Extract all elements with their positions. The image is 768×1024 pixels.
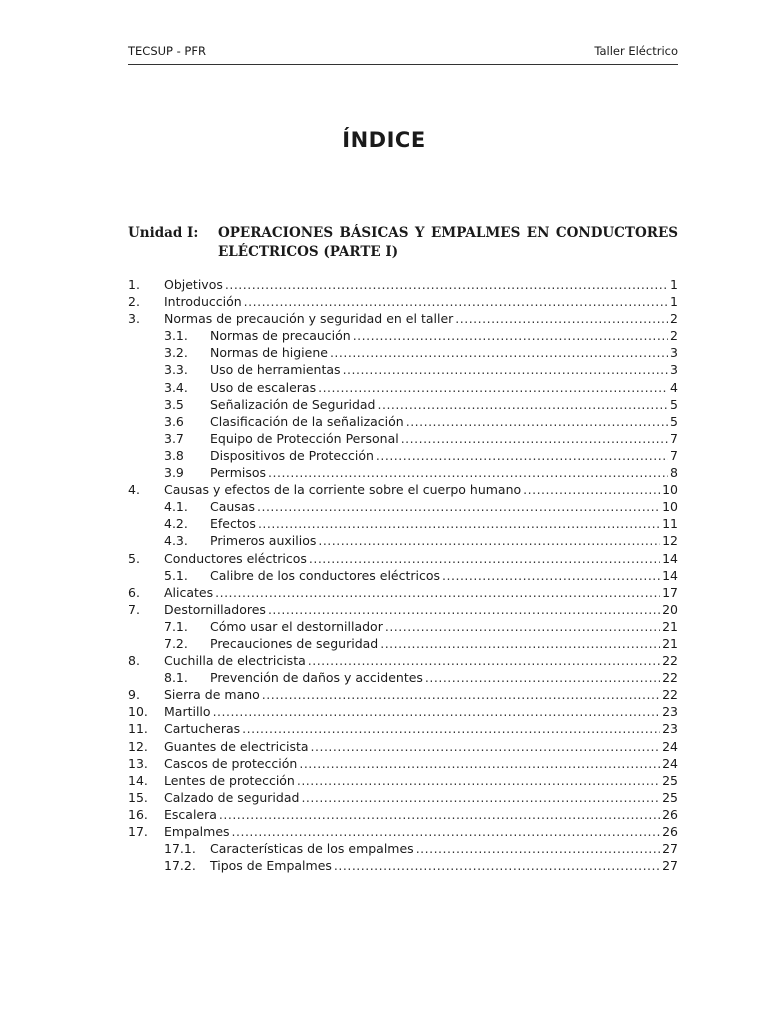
toc-entry-title: Alicates (164, 584, 214, 600)
toc-entry-number: 3.7 (164, 430, 184, 446)
toc-dot-leader (523, 481, 660, 498)
toc-entry-page: 21 (662, 618, 678, 634)
toc-entry[interactable] (128, 618, 678, 635)
toc-dot-leader (219, 806, 660, 823)
toc-entry[interactable] (128, 567, 678, 584)
toc-entry[interactable] (128, 857, 678, 874)
header-right-text: Taller Eléctrico (594, 44, 678, 58)
toc-dot-leader (215, 584, 660, 601)
toc-entry-page: 14 (662, 550, 678, 566)
toc-entry-page: 2 (670, 328, 678, 344)
toc-entry-number: 4.2. (164, 516, 188, 532)
toc-dot-leader (401, 430, 668, 447)
toc-dot-leader (242, 720, 660, 737)
toc-entry[interactable] (128, 361, 678, 378)
unit-title-line-1: OPERACIONES BÁSICAS Y EMPALMES EN CONDUCTORES (218, 225, 678, 241)
toc-entry-number: 17.1. (164, 841, 196, 857)
toc-dot-leader (385, 618, 660, 635)
toc-entry[interactable] (128, 686, 678, 703)
toc-entry-number: 2. (128, 294, 140, 310)
toc-dot-leader (343, 361, 668, 378)
toc-entry[interactable] (128, 481, 678, 498)
toc-entry-page: 11 (662, 516, 678, 532)
toc-dot-leader (311, 738, 661, 755)
toc-entry-title: Cartucheras (164, 721, 241, 737)
toc-entry-page: 25 (662, 772, 678, 788)
toc-entry-page: 8 (670, 465, 678, 481)
header-left-text: TECSUP - PFR (128, 44, 206, 58)
toc-dot-leader (425, 669, 660, 686)
toc-entry-title: Tipos de Empalmes (210, 858, 332, 874)
toc-dot-leader (299, 755, 660, 772)
toc-entry-number: 3.2. (164, 345, 188, 361)
toc-entry[interactable] (128, 430, 678, 447)
toc-entry-title: Primeros auxilios (210, 533, 317, 549)
page-header (128, 44, 678, 65)
toc-entry-number: 15. (128, 789, 148, 805)
toc-entry-title: Martillo (164, 704, 211, 720)
toc-dot-leader (416, 840, 660, 857)
toc-entry-number: 9. (128, 687, 140, 703)
toc-dot-leader (268, 464, 668, 481)
toc-entry-page: 7 (670, 430, 678, 446)
toc-entry-page: 1 (670, 294, 678, 310)
toc-entry[interactable] (128, 584, 678, 601)
toc-entry-page: 25 (662, 789, 678, 805)
toc-entry[interactable] (128, 515, 678, 532)
unit-label: Unidad I: (128, 225, 199, 241)
unit-title (218, 224, 678, 262)
toc-entry-number: 4.3. (164, 533, 188, 549)
toc-dot-leader (268, 601, 660, 618)
toc-entry-number: 11. (128, 721, 148, 737)
toc-entry-title: Cuchilla de electricista (164, 653, 306, 669)
toc-entry-title: Causas y efectos de la corriente sobre el cuerpo humano (164, 482, 522, 498)
toc-entry-title: Calibre de los conductores eléctricos (210, 567, 441, 583)
toc-dot-leader (262, 686, 660, 703)
toc-dot-leader (301, 789, 660, 806)
toc-entry-page: 27 (662, 858, 678, 874)
toc-entry-number: 3.9 (164, 465, 184, 481)
toc-entry-title: Efectos (210, 516, 256, 532)
toc-entry[interactable] (128, 396, 678, 413)
toc-entry-page: 26 (662, 824, 678, 839)
toc-entry-title: Empalmes (164, 824, 230, 839)
toc-entry-number: 6. (128, 584, 140, 600)
toc-entry[interactable] (128, 327, 678, 344)
toc-entry-page: 23 (662, 704, 678, 720)
toc-entry-title: Guantes de electricista (164, 738, 309, 754)
toc-entry[interactable] (128, 772, 678, 789)
toc-dot-leader (318, 532, 660, 549)
toc-entry[interactable] (128, 652, 678, 669)
page-title: ÍNDICE (342, 128, 426, 152)
toc-entry[interactable] (128, 413, 678, 430)
toc-entry[interactable] (128, 823, 678, 840)
toc-dot-leader (232, 823, 661, 840)
toc-entry-number: 13. (128, 755, 148, 771)
toc-entry-title: Lentes de protección (164, 772, 295, 788)
toc-entry-number: 7.2. (164, 635, 188, 651)
toc-dot-leader (376, 447, 668, 464)
toc-entry-title: Sierra de mano (164, 687, 260, 703)
unit-heading (128, 224, 678, 262)
toc-entry-title: Señalización de Seguridad (210, 396, 376, 412)
toc-entry[interactable] (128, 293, 678, 310)
toc-dot-leader (442, 567, 660, 584)
toc-entry-page: 21 (662, 635, 678, 651)
toc-entry-number: 3.5 (164, 396, 184, 412)
toc-dot-leader (353, 327, 668, 344)
toc-entry-page: 3 (670, 362, 678, 378)
toc-dot-leader (213, 703, 661, 720)
toc-dot-leader (258, 515, 660, 532)
toc-entry-page: 22 (662, 670, 678, 686)
toc-entry[interactable] (128, 464, 678, 481)
toc-entry-page: 26 (662, 806, 678, 822)
toc-entry-number: 8.1. (164, 670, 188, 686)
toc-entry-page: 5 (670, 396, 678, 412)
toc-entry[interactable] (128, 344, 678, 361)
toc-dot-leader (378, 396, 669, 413)
toc-entry-title: Cascos de protección (164, 755, 298, 771)
toc-entry-page: 1 (670, 277, 678, 292)
toc-dot-leader (257, 498, 660, 515)
toc-dot-leader (334, 857, 660, 874)
toc-entry-number: 7. (128, 601, 140, 617)
toc-entry-page: 23 (662, 721, 678, 737)
toc-entry-title: Objetivos (164, 277, 223, 292)
toc-entry[interactable] (128, 276, 678, 293)
toc-entry-number: 4. (128, 482, 140, 498)
toc-entry[interactable] (128, 720, 678, 737)
toc-entry-title: Equipo de Protección Personal (210, 430, 399, 446)
toc-entry[interactable] (128, 447, 678, 464)
toc-dot-leader (455, 310, 668, 327)
toc-entry[interactable] (128, 635, 678, 652)
toc-entry-title: Clasificación de la señalización (210, 413, 404, 429)
toc-entry[interactable] (128, 703, 678, 720)
toc-entry-page: 20 (662, 601, 678, 617)
unit-title-line-2: ELÉCTRICOS (PARTE I) (218, 244, 399, 260)
toc-entry-page: 14 (662, 567, 678, 583)
toc-entry-title: Normas de precaución y seguridad en el taller (164, 311, 454, 327)
toc-entry-page: 4 (670, 379, 678, 395)
toc-entry-page: 2 (670, 311, 678, 327)
toc-entry[interactable] (128, 550, 678, 567)
toc-entry-page: 10 (662, 482, 678, 498)
toc-entry-number: 12. (128, 738, 148, 754)
toc-entry-title: Normas de higiene (210, 345, 328, 361)
toc-entry[interactable] (128, 806, 678, 823)
toc-entry-number: 16. (128, 806, 148, 822)
toc-entry[interactable] (128, 789, 678, 806)
toc-entry[interactable] (128, 755, 678, 772)
toc-dot-leader (406, 413, 668, 430)
toc-dot-leader (380, 635, 660, 652)
toc-entry-title: Introducción (164, 294, 242, 310)
toc-entry-page: 7 (670, 447, 678, 463)
toc-entry-title: Características de los empalmes (210, 841, 414, 857)
toc-entry-page: 12 (662, 533, 678, 549)
toc-entry-title: Prevención de daños y accidentes (210, 670, 423, 686)
toc-entry-title: Uso de herramientas (210, 362, 341, 378)
toc-dot-leader (330, 344, 668, 361)
toc-entry-title: Normas de precaución (210, 328, 351, 344)
toc-entry-title: Cómo usar el destornillador (210, 618, 383, 634)
toc-entry-title: Permisos (210, 465, 267, 481)
toc-entry[interactable] (128, 310, 678, 327)
toc-entry[interactable] (128, 738, 678, 755)
toc-entry-title: Dispositivos de Protección (210, 447, 374, 463)
toc-entry-number: 4.1. (164, 499, 188, 515)
toc-entry-page: 17 (662, 584, 678, 600)
toc-entry-title: Causas (210, 499, 255, 515)
toc-entry[interactable] (128, 601, 678, 618)
toc-entry-title: Precauciones de seguridad (210, 635, 379, 651)
toc-entry-number: 7.1. (164, 618, 188, 634)
toc-entry-number: 8. (128, 653, 140, 669)
toc-entry-number: 17.2. (164, 858, 196, 874)
toc-dot-leader (309, 550, 660, 567)
toc-entry-number: 5.1. (164, 567, 188, 583)
toc-entry-number: 1. (128, 277, 140, 292)
toc-dot-leader (318, 379, 668, 396)
toc-dot-leader (297, 772, 660, 789)
toc-entry-title: Escalera (164, 806, 217, 822)
toc-dot-leader (308, 652, 660, 669)
toc-entry-title: Conductores eléctricos (164, 550, 307, 566)
toc-entry-title: Calzado de seguridad (164, 789, 300, 805)
toc-entry-number: 14. (128, 772, 148, 788)
toc-entry[interactable] (128, 840, 678, 857)
toc-entry-number: 17. (128, 824, 148, 839)
toc-entry-page: 10 (662, 499, 678, 515)
toc-entry-page: 5 (670, 413, 678, 429)
toc-entry-page: 22 (662, 687, 678, 703)
toc-entry[interactable] (128, 532, 678, 549)
toc-entry-number: 3.1. (164, 328, 188, 344)
toc-entry-page: 27 (662, 841, 678, 857)
toc-entry-title: Destornilladores (164, 601, 266, 617)
toc-entry[interactable] (128, 669, 678, 686)
toc-entry-page: 24 (662, 738, 678, 754)
toc-entry-number: 5. (128, 550, 140, 566)
toc-entry-number: 3.6 (164, 413, 184, 429)
toc-entry-page: 3 (670, 345, 678, 361)
toc-entry-number: 3.4. (164, 379, 188, 395)
toc-entry-number: 10. (128, 704, 148, 720)
table-of-contents (128, 276, 678, 874)
toc-entry-title: Uso de escaleras (210, 379, 317, 395)
toc-dot-leader (225, 276, 668, 293)
toc-entry-number: 3.8 (164, 447, 184, 463)
toc-entry-page: 24 (662, 755, 678, 771)
toc-entry[interactable] (128, 379, 678, 396)
toc-entry[interactable] (128, 498, 678, 515)
toc-entry-page: 22 (662, 653, 678, 669)
toc-dot-leader (244, 293, 668, 310)
toc-entry-number: 3.3. (164, 362, 188, 378)
toc-entry-number: 3. (128, 311, 140, 327)
